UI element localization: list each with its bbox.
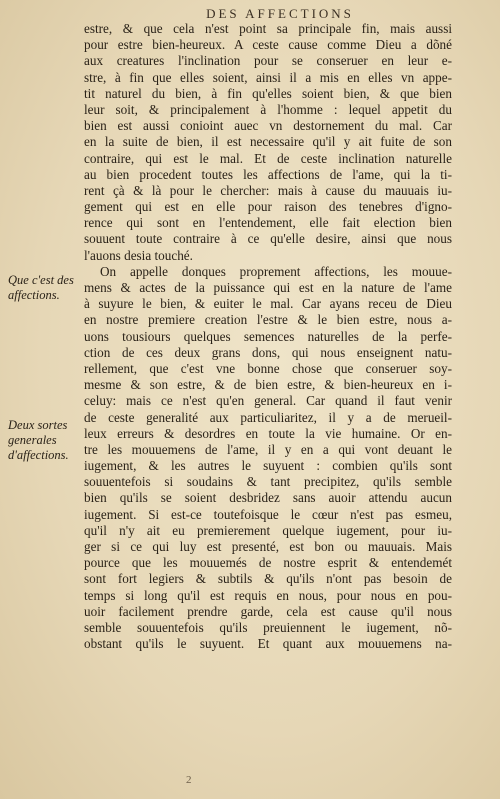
margin-note-deux-sortes: [8, 418, 86, 463]
text-line: estre, & que cela n'est point sa principale fin, mais aussi: [84, 21, 452, 36]
text-line: semble souuentefois qu'ils preuiennent le iugement, nõ-: [84, 619, 452, 635]
text-line: tre les mouuemens de l'ame, il y en a qui vont deuant le: [84, 441, 452, 457]
margin-note-line: Deux sortes: [8, 418, 68, 432]
running-head: DES AFFECTIONS: [206, 6, 354, 21]
text-line: mens & actes de la puissance qui est en la nature de l'ame: [84, 280, 452, 295]
text-line: gement qui est en elle pour raison des tenebres d'igno-: [84, 199, 452, 215]
margin-note-line: affections.: [8, 288, 60, 302]
text-line: contraire, qui est le mal. Et de ceste inclination naturelle: [84, 150, 452, 166]
text-line: rellement, que c'est vne bonne chose que conseruer soy-: [84, 360, 452, 376]
text-line: ction de ces deux grans dons, qui nous enseignent natu-: [84, 344, 452, 360]
text-line: mesme & son estre, & de bien estre, & bien-heureux en i-: [84, 377, 452, 393]
faint-foot-mark: 2: [186, 774, 192, 786]
body-text: [84, 21, 452, 652]
text-line: aux creatures l'inclination pour se conseruer en leur e-: [84, 53, 452, 69]
text-line: tit naturel du bien, à fin qu'elles soient bien, & que bien: [84, 85, 452, 101]
margin-note-line: Que c'est des: [8, 273, 74, 287]
text-line: souuentefois si soudains & tant precipitez, qu'ils semble: [84, 474, 452, 490]
text-line: au bien procedent toutes les affections de l'ame, qui la ti-: [84, 166, 452, 182]
text-line: pource que les mouuemés de nostre esprit & entendemét: [84, 555, 452, 571]
text-line: ger si ce qui luy est presenté, est bon ou mauuais. Mais: [84, 539, 452, 554]
text-line: leux erreurs & desordres en toute la vie humaine. Or en-: [84, 425, 452, 441]
text-line: iugement. Si est-ce toutefoisque le cœur n'est pas esmeu,: [84, 506, 452, 522]
text-line: en nostre premiere creation l'estre & le bien estre, nous a-: [84, 312, 452, 328]
text-line: celuy: mais ce n'est qu'en general. Car quand il faut venir: [84, 393, 452, 409]
text-line: de ceste generalité aux particuliaritez, il y a de merueil-: [84, 409, 452, 425]
text-line: rence qui sont en l'entendement, elle fait election bien: [84, 215, 452, 231]
text-line: sont fort legiers & subtils & qu'ils n'ont pas besoin de: [84, 571, 452, 587]
text-line: pour estre bien-heureux. A ceste cause comme Dieu a dõné: [84, 37, 452, 53]
text-line: l'auons desia touché.: [84, 247, 193, 263]
text-line: qu'il n'y ait eu premierement quelque iugement, pour iu-: [84, 522, 452, 538]
text-line: rent çà & là pour le chercher: mais à cause du mauuais iu-: [84, 182, 452, 198]
margin-note-affections: [8, 273, 86, 303]
text-line: uons tousiours quelques semences naturelles de la perfe-: [84, 328, 452, 344]
text-line: bien qu'ils se soient desbridez sans auoir attendu aucun: [84, 490, 452, 506]
text-line: leur soit, & principalement à l'homme : lequel appetit du: [84, 101, 452, 117]
text-line: à suyure le bien, & euiter le mal. Car ayans receu de Dieu: [84, 296, 452, 312]
margin-note-line: d'affections.: [8, 448, 69, 462]
text-line: en la suite de bien, il est necessaire qu'il y ait fuite de son: [84, 134, 452, 150]
text-line: souuent toute contraire à ce qu'elle desire, ainsi que nous: [84, 231, 452, 247]
text-line: bien est aussi conioint auec vn destornement du mal. Car: [84, 118, 452, 134]
text-line: uoir facilement prendre garde, cela est cause qu'il nous: [84, 603, 452, 619]
margin-note-line: generales: [8, 433, 57, 447]
text-line: On appelle donques proprement affections, les mouue-: [100, 263, 452, 279]
text-line: obstant qu'ils le suyuent. Et quant aux mouuemens na-: [84, 636, 452, 652]
text-line: temps si long qu'il est requis en nous, pour nous en pou-: [84, 587, 452, 603]
text-line: stre, à fin que elles soient, ainsi il a mis en elles vn appe-: [84, 69, 452, 85]
text-line: iugement, & les autres le suyuent : combien qu'ils sont: [84, 458, 452, 474]
